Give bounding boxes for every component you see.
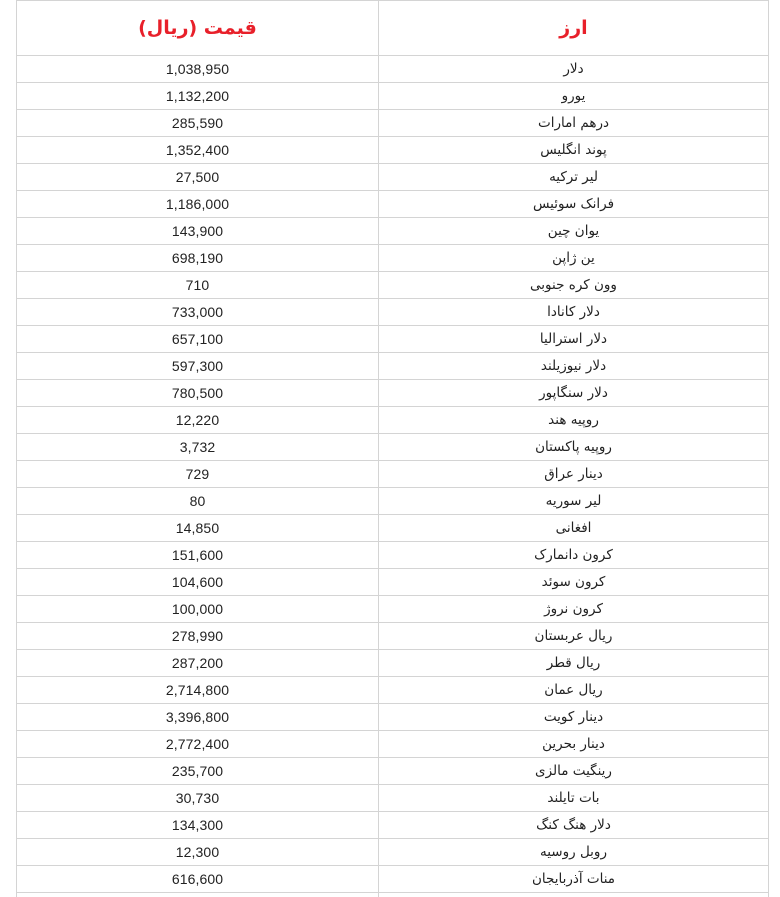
price-cell: 1,352,400 [17,137,379,164]
currency-name-cell: روپیه هند [379,407,769,434]
table-row [17,488,769,515]
table-row [17,515,769,542]
currency-name-cell: دینار کویت [379,704,769,731]
table-row [17,191,769,218]
currency-name-cell: یورو [379,83,769,110]
price-cell: 285,590 [17,110,379,137]
currency-name-cell: ریال قطر [379,650,769,677]
price-cell: 780,500 [17,380,379,407]
price-cell: 698,190 [17,245,379,272]
table-row [17,353,769,380]
price-cell: 2,714,800 [17,677,379,704]
table-row [17,164,769,191]
price-cell: 278,990 [17,623,379,650]
table-row [17,110,769,137]
price-cell: 30,730 [17,785,379,812]
table-row [17,407,769,434]
price-cell: 657,100 [17,326,379,353]
currency-name-cell: یوان چین [379,218,769,245]
price-cell: 616,600 [17,866,379,893]
currency-name-cell: رینگیت مالزی [379,758,769,785]
currency-name-cell: دینار بحرین [379,731,769,758]
table-row [17,56,769,83]
table-row [17,569,769,596]
currency-name-cell: دینار عراق [379,461,769,488]
price-cell: 143,900 [17,218,379,245]
price-cell: 235,700 [17,758,379,785]
table-body [17,56,769,897]
currency-name-cell: بات تایلند [379,785,769,812]
table-row [17,731,769,758]
price-cell: 14,850 [17,515,379,542]
table-row [17,758,769,785]
table-row [17,83,769,110]
table-row [17,542,769,569]
currency-name-cell: کرون سوئد [379,569,769,596]
header-row [17,1,769,56]
price-cell: 1,038,950 [17,56,379,83]
table-row [17,461,769,488]
price-cell: 134,300 [17,812,379,839]
currency-name-cell: دلار کانادا [379,299,769,326]
price-cell: 733,000 [17,299,379,326]
currency-column-header: ارز [379,1,769,56]
price-cell: 3,396,800 [17,704,379,731]
currency-name-cell: دلار سنگاپور [379,380,769,407]
price-cell: 710 [17,272,379,299]
price-cell: 2,772,400 [17,731,379,758]
currency-name-cell: لیر ترکیه [379,164,769,191]
table-row [17,245,769,272]
currency-name-cell: وون کره جنوبی [379,272,769,299]
currency-name-cell: روپیه پاکستان [379,434,769,461]
price-cell: 100,000 [17,596,379,623]
currency-name-cell: افغانی [379,515,769,542]
table-row [17,677,769,704]
currency-name-cell [379,893,769,897]
price-cell: 597,300 [17,353,379,380]
currency-name-cell: کرون دانمارک [379,542,769,569]
table-row [17,380,769,407]
table-row [17,785,769,812]
currency-name-cell: دلار نیوزیلند [379,353,769,380]
price-cell: 151,600 [17,542,379,569]
table-row [17,812,769,839]
table-row [17,218,769,245]
table-row [17,839,769,866]
table-row [17,434,769,461]
currency-name-cell: فرانک سوئیس [379,191,769,218]
price-cell [17,893,379,897]
currency-name-cell: دلار هنگ کنگ [379,812,769,839]
price-cell: 27,500 [17,164,379,191]
currency-name-cell: دلار [379,56,769,83]
price-column-header: قیمت (ریال) [17,1,379,56]
table-row [17,893,769,897]
price-cell: 12,300 [17,839,379,866]
currency-name-cell: ین ژاپن [379,245,769,272]
price-cell: 1,132,200 [17,83,379,110]
currency-name-cell: ریال عربستان [379,623,769,650]
table-header [17,1,769,56]
currency-name-cell: دلار استرالیا [379,326,769,353]
currency-name-cell: کرون نروژ [379,596,769,623]
currency-rates-table [16,0,769,897]
table-row [17,596,769,623]
price-cell: 3,732 [17,434,379,461]
table-row [17,650,769,677]
currency-name-cell: ریال عمان [379,677,769,704]
price-cell: 12,220 [17,407,379,434]
table-row [17,326,769,353]
table-row [17,137,769,164]
currency-name-cell: پوند انگلیس [379,137,769,164]
currency-name-cell: لیر سوریه [379,488,769,515]
price-cell: 729 [17,461,379,488]
currency-name-cell: منات آذربایجان [379,866,769,893]
price-cell: 1,186,000 [17,191,379,218]
price-cell: 80 [17,488,379,515]
currency-name-cell: درهم امارات [379,110,769,137]
currency-name-cell: روبل روسیه [379,839,769,866]
table-row [17,866,769,893]
table-row [17,704,769,731]
table-row [17,299,769,326]
table-row [17,623,769,650]
price-cell: 104,600 [17,569,379,596]
table-row [17,272,769,299]
price-cell: 287,200 [17,650,379,677]
